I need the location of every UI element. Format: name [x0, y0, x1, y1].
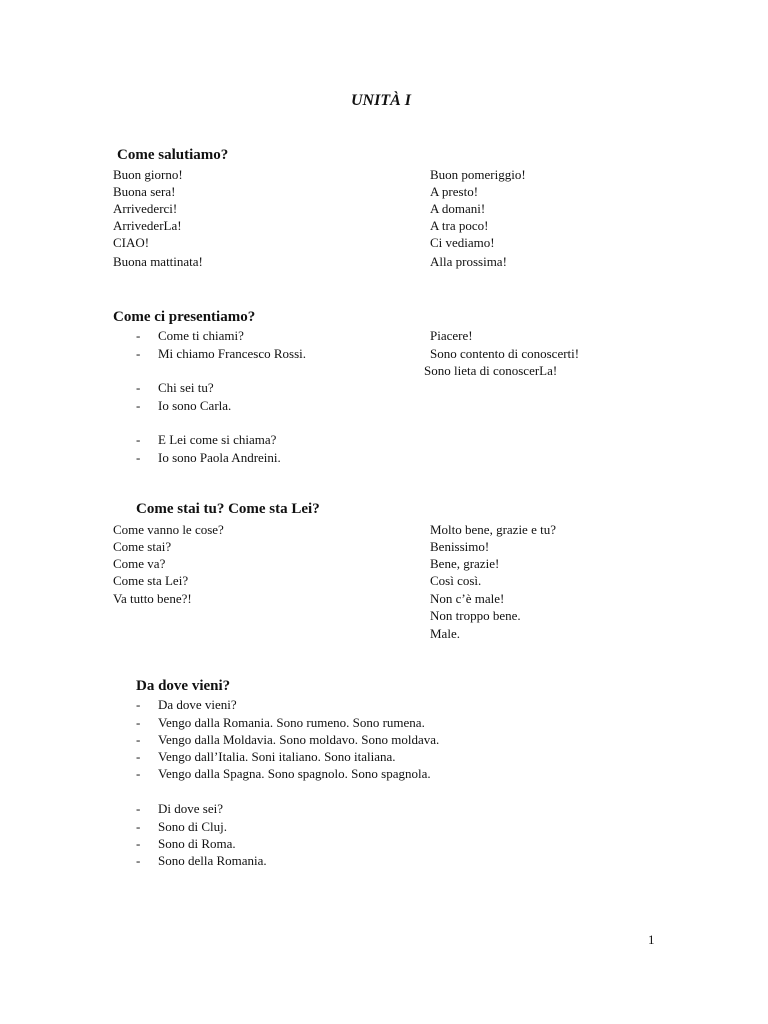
stato-left-5: Va tutto bene?! — [113, 591, 192, 606]
dash-marker: - — [136, 715, 141, 730]
presentazioni-text: Chi sei tu? — [158, 380, 214, 395]
dash-marker: - — [136, 766, 141, 781]
provenienza-text: Di dove sei? — [158, 801, 223, 816]
saluti-right-4: A tra poco! — [430, 218, 489, 233]
presentazioni-line-2 — [136, 345, 306, 362]
presentazioni-text: Io sono Carla. — [158, 398, 232, 413]
provenienza-text: Sono di Cluj. — [158, 819, 227, 834]
saluti-left-1: Buon giorno! — [113, 167, 183, 182]
provenienza-line-3 — [136, 731, 439, 748]
presentazioni-line-5 — [136, 431, 276, 448]
dash-marker: - — [136, 819, 141, 834]
dash-marker: - — [136, 346, 141, 361]
dash-marker: - — [136, 328, 141, 343]
dash-marker: - — [136, 432, 141, 447]
provenienza-text: Vengo dalla Spagna. Sono spagnolo. Sono spagnola. — [158, 766, 431, 781]
provenienza-line-1 — [136, 696, 237, 713]
presentazioni-line-3 — [136, 379, 214, 396]
dash-marker: - — [136, 749, 141, 764]
saluti-right-1: Buon pomeriggio! — [430, 167, 526, 182]
saluti-left-6: Buona mattinata! — [113, 254, 203, 269]
dash-marker: - — [136, 836, 141, 851]
presentazioni-right-3: Sono lieta di conoscerLa! — [424, 363, 558, 378]
stato-left-4: Come sta Lei? — [113, 573, 189, 588]
provenienza-line-9 — [136, 852, 267, 869]
provenienza-text: Vengo dalla Romania. Sono rumeno. Sono rumena. — [158, 715, 425, 730]
dash-marker: - — [136, 801, 141, 816]
dash-marker: - — [136, 398, 141, 413]
provenienza-text: Sono della Romania. — [158, 853, 267, 868]
stato-left-1: Come vanno le cose? — [113, 522, 224, 537]
saluti-left-3: Arrivederci! — [113, 201, 178, 216]
provenienza-line-8 — [136, 835, 236, 852]
presentazioni-line-4 — [136, 397, 231, 414]
presentazioni-text: Come ti chiami? — [158, 328, 244, 343]
saluti-right-2: A presto! — [430, 184, 479, 199]
page-number: 1 — [648, 932, 655, 947]
saluti-left-2: Buona sera! — [113, 184, 176, 199]
presentazioni-line-6 — [136, 449, 281, 466]
stato-right-7: Male. — [430, 626, 460, 641]
presentazioni-right-2: Sono contento di conoscerti! — [430, 346, 580, 361]
dash-marker: - — [136, 697, 141, 712]
provenienza-line-4 — [136, 748, 396, 765]
stato-right-4: Così così. — [430, 573, 482, 588]
provenienza-text: Sono di Roma. — [158, 836, 236, 851]
saluti-right-5: Ci vediamo! — [430, 235, 495, 250]
section-heading-stato: Come stai tu? Come sta Lei? — [136, 501, 320, 517]
presentazioni-line-1 — [136, 327, 244, 344]
saluti-right-6: Alla prossima! — [430, 254, 507, 269]
presentazioni-right-1: Piacere! — [430, 328, 473, 343]
dash-marker: - — [136, 732, 141, 747]
section-heading-presentazioni: Come ci presentiamo? — [113, 309, 256, 325]
presentazioni-text: Mi chiamo Francesco Rossi. — [158, 346, 307, 361]
stato-right-6: Non troppo bene. — [430, 608, 521, 623]
dash-marker: - — [136, 450, 141, 465]
dash-marker: - — [136, 853, 141, 868]
stato-right-3: Bene, grazie! — [430, 556, 500, 571]
provenienza-text: Vengo dall’Italia. Soni italiano. Sono italiana. — [158, 749, 396, 764]
section-heading-saluti: Come salutiamo? — [117, 147, 229, 163]
saluti-left-5: CIAO! — [113, 235, 150, 250]
saluti-right-3: A domani! — [430, 201, 486, 216]
provenienza-line-7 — [136, 818, 227, 835]
stato-left-2: Come stai? — [113, 539, 172, 554]
provenienza-line-5 — [136, 765, 431, 782]
stato-left-3: Come va? — [113, 556, 166, 571]
provenienza-text: Vengo dalla Moldavia. Sono moldavo. Sono moldava. — [158, 732, 440, 747]
stato-right-1: Molto bene, grazie e tu? — [430, 522, 556, 537]
stato-right-5: Non c’è male! — [430, 591, 505, 606]
page-title: UNITÀ I — [351, 92, 412, 109]
presentazioni-text: E Lei come si chiama? — [158, 432, 277, 447]
stato-right-2: Benissimo! — [430, 539, 490, 554]
presentazioni-text: Io sono Paola Andreini. — [158, 450, 281, 465]
provenienza-text: Da dove vieni? — [158, 697, 237, 712]
provenienza-line-2 — [136, 714, 425, 731]
saluti-left-4: ArrivederLa! — [113, 218, 182, 233]
section-heading-provenienza: Da dove vieni? — [136, 678, 231, 694]
dash-marker: - — [136, 380, 141, 395]
provenienza-line-6 — [136, 800, 223, 817]
